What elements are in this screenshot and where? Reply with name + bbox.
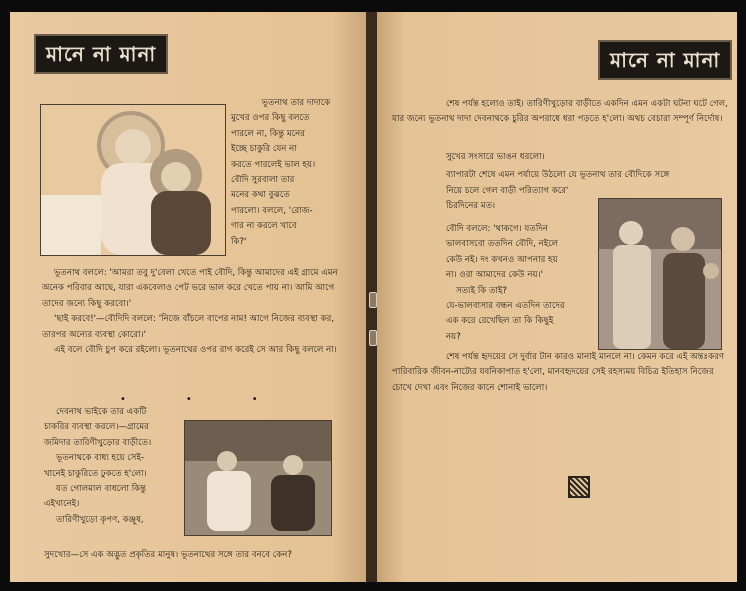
right-para3-cont xyxy=(446,184,596,215)
para4-line: এক করে রেখেছিল তা কি কিছুই xyxy=(446,316,554,327)
intro-line: মনের কথা বুঝতে xyxy=(231,190,290,201)
intro-line: বৌদি সুরবালা তার xyxy=(231,175,295,186)
intro-line: পারলো। বললে, 'রোজ- xyxy=(231,205,313,216)
left-title-logo: মানে না মানা xyxy=(34,34,168,74)
para4-line: নয়? xyxy=(446,331,461,342)
intro-line: ইচ্ছে চাকুরি যেন না xyxy=(231,144,297,155)
para4-line: যে-ভালবাসার বন্ধন এতদিন তাদের xyxy=(446,301,565,312)
left-last-line: সুদখোর—সে এক অদ্ভুত প্রকৃতির মানুষ। ভূতনাথের সঙ্গে তার বনবে কেন? xyxy=(44,550,292,560)
right-title-logo: মানে না মানা xyxy=(598,40,732,80)
lower-line: দেবনাথ ভাইকে তার একটি xyxy=(56,407,147,417)
intro-line: করতে পারলেই ভাল হয়। xyxy=(231,159,316,170)
left-lower-column xyxy=(44,405,184,528)
lower-line: ভূতনাথকে বাধ্য হয়ে সেই- xyxy=(56,453,145,464)
lower-line: জমিদার তারিণীখুড়োর বাড়ীতে। xyxy=(44,437,152,448)
left-paragraphs xyxy=(42,266,352,358)
para4-line: না। ওরা আমাদের কেউ নয়।' xyxy=(446,270,543,281)
paragraph: 'ছাই করবে!'—বৌদিদি বললে: 'নিজে বাঁচলে বাপের নাম! আগে নিজের ব্যবস্থা কর, তারপর অন্যের ব্যবস্থা কোরো।' xyxy=(42,314,335,340)
illustration-old-man-woman xyxy=(598,198,722,350)
para4-line: কেউ নই। দং কখনও আপনার হয় xyxy=(446,254,558,265)
illustration-couple xyxy=(40,104,226,256)
staple-bottom xyxy=(369,330,377,346)
intro-line: মুখের ওপর কিছু বলতে xyxy=(231,113,310,124)
decorative-emblem-icon xyxy=(568,476,590,498)
illustration-two-men xyxy=(184,420,332,536)
para3-line: নিয়ে চলে গেল বাড়ী পরিত্যাগ করে' xyxy=(446,186,569,196)
para4-line: বৌদি বললে: 'থাকগে। যতদিন xyxy=(446,224,548,234)
intro-line: পারলে না, কিন্তু মনের xyxy=(231,128,305,139)
para3-line: চিরদিনের মত। xyxy=(446,201,496,212)
right-para4 xyxy=(446,222,596,345)
right-para2: সুখের সংসারে ভাঙন ধরলো। xyxy=(446,152,545,162)
right-para3 xyxy=(446,168,732,183)
right-para1: শেষ পর্যন্ত হলোও তাই। তারিণীখুড়োর বাড়ীতে একদিন এমন একটা ঘটনা ঘটে গেল, যার জন্যে ভূতনাথ দাদা দেবনাথকে চুরির অপরাধে ধরা পড়তে হ'লো। অথচ বেচারা সম্পূর্ণ নির্দোষ। xyxy=(392,99,728,125)
lower-line: খানেই চাকুরিতে ঢুকতে হ'লো। xyxy=(44,468,147,479)
section-divider: ••• xyxy=(120,394,318,405)
left-intro-column xyxy=(231,96,361,250)
lower-line: তারিণীখুড়ো কৃপণ, কঞ্জুষ, xyxy=(56,514,144,525)
para3-line: ব্যাপারটা শেষে এমন পর্যায়ে উঠলো যে ভূতনাথ তার বৌদিকে সঙ্গে xyxy=(446,170,670,180)
para4-line: ভালবাসবো ততদিন বৌদি, নইলে xyxy=(446,239,559,250)
paragraph: ভূতনাথ বললে: 'আমরা তবু দু'বেলা খেতে পাই বৌদি, কিন্তু আমাদের এই গ্রামে এমন অনেক পরিবার আছে, যারা একবেলাও পেট ভরে ভাল করে খেতে পায় না। আমি আগে তাদের জন্যে কিছু করবো।' xyxy=(42,268,338,309)
lower-line: এইখানেই। xyxy=(44,499,80,510)
paragraph: এই বলে বৌদি চুপ করে রইলো। ভূতনাথের ওপর রাগ করেই সে আর কিছু বললে না। xyxy=(54,345,337,356)
intro-line: কি?' xyxy=(231,236,247,247)
para4-line: সত্যই কি তাই? xyxy=(456,285,507,296)
lower-line: চাকরির ব্যবস্থা করলে।—গ্রামের xyxy=(44,422,149,433)
right-para5: শেষ পর্যন্ত হৃদয়ের সে দুর্বার টান কারও মানাই মানলে না। কেমন করে এই অন্তঃকরণ পারিবারিক জীবন-নাট্যের যবনিকাপাত হ'লো, মানবহৃদয়ের সেই রহস্যময় বিচিত্র ইতিহাস নিজের চোখে দেখা এবং নিজের কানে শোনাই ভালো। xyxy=(392,352,725,393)
intro-line: গার না করলে খাবে xyxy=(231,221,297,232)
lower-line: যত গোলমাল বাধলো কিন্তু xyxy=(56,484,147,495)
staple-top xyxy=(369,292,377,308)
intro-line: ভূতনাথ তার দাদাকে xyxy=(261,98,331,108)
